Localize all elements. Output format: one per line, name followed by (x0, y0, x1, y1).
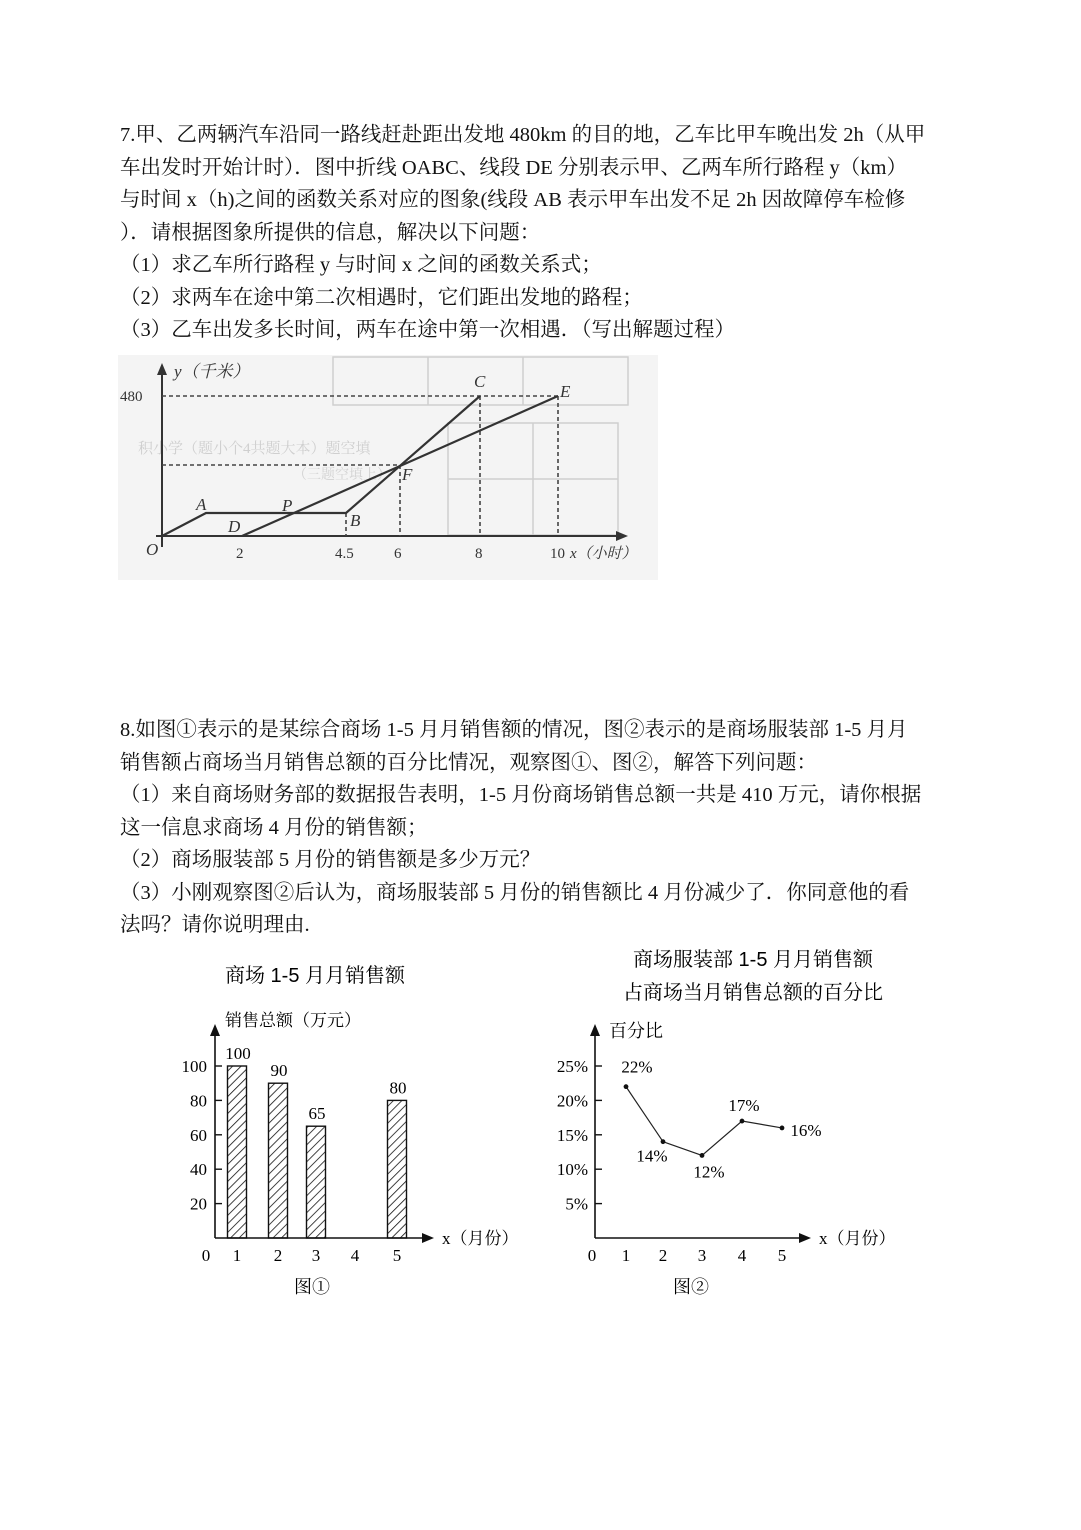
origin-label: O (146, 540, 159, 559)
q8-line: （3）小刚观察图②后认为，商场服装部 5 月份的销售额比 4 月份减少了．你同意他的看 (120, 881, 910, 904)
line-chart-title-line1: 商场服装部 1-5 月月销售额 (632, 949, 874, 971)
q7-line: 车出发时开始计时）．图中折线 OABC、线段 DE 分别表示甲、乙两车所行路程 y（km） (120, 156, 907, 179)
line-x-tick-label: 5 (777, 1246, 787, 1265)
q8-line: （1）来自商场财务部的数据报告表明，1-5 月份商场销售总额一共是 410 万元，请你根据 (120, 784, 922, 806)
bar-origin-label: 0 (201, 1246, 211, 1265)
line-value-label: 16% (790, 1120, 822, 1140)
x-axis-label: x（小时） (570, 546, 637, 562)
line-x-arrow-icon (799, 1233, 811, 1243)
background-bleed-text: （三题空填上） (293, 468, 391, 483)
q8-line: 这一信息求商场 4 月份的销售额； (120, 816, 428, 839)
x-tick-label: 6 (394, 546, 402, 562)
point-label-E: E (560, 382, 571, 401)
figure-1-caption: 图① (294, 1277, 330, 1297)
q7-line: （3）乙车出发多长时间，两车在途中第一次相遇．（写出解题过程） (120, 319, 735, 341)
bar-x-tick-label: 2 (273, 1246, 283, 1265)
q7-line: （2）求两车在途中第二次相遇时，它们距出发地的路程； (120, 286, 643, 309)
bar-x-tick-label: 5 (392, 1246, 402, 1265)
point-label-C: C (474, 372, 486, 391)
point-label-D: D (228, 517, 241, 536)
x-tick-label: 4.5 (335, 546, 354, 562)
line-y-tick-label: 5% (565, 1194, 588, 1214)
bar-month-3 (307, 1126, 326, 1238)
line-x-tick-label: 1 (621, 1246, 631, 1265)
bar-x-tick-label: 4 (350, 1246, 360, 1265)
q8-line: 法吗？请你说明理由. (120, 914, 310, 936)
distance-time-graph (118, 355, 658, 580)
point-label-A: A (196, 495, 207, 514)
question-7 (120, 119, 970, 347)
line-y-arrow-icon (590, 1024, 600, 1036)
line-y-tick-label: 25% (556, 1057, 588, 1076)
line-value-label: 22% (621, 1057, 653, 1077)
point-label-P: P (282, 496, 293, 515)
bar-y-tick-label: 60 (190, 1125, 207, 1145)
bar-x-tick-label: 1 (232, 1246, 242, 1265)
line-value-label: 17% (728, 1096, 760, 1116)
line-y-tick-label: 15% (556, 1125, 588, 1145)
q8-line: 销售额占商场当月销售总额的百分比情况，观察图①、图②，解答下列问题： (120, 751, 817, 774)
x-tick-label: 2 (236, 546, 244, 562)
line-point-month-4 (740, 1119, 745, 1124)
background-bleed-text: 积小学（题小个4共题大本）题空填 (138, 441, 371, 457)
bar-value-label: 65 (308, 1104, 326, 1124)
bar-y-tick-label: 40 (190, 1160, 207, 1180)
bar-y-arrow-icon (210, 1024, 220, 1036)
line-x-tick-label: 2 (658, 1246, 668, 1265)
line-point-month-1 (624, 1084, 629, 1089)
line-value-label: 14% (636, 1146, 668, 1166)
x-tick-label: 10 (550, 546, 565, 562)
bar-value-label: 80 (389, 1078, 407, 1098)
q7-line: ）．请根据图象所提供的信息，解决以下问题： (120, 221, 541, 244)
bar-chart-title: 商场 1-5 月月销售额 (224, 965, 406, 987)
bar-y-tick-label: 100 (181, 1057, 207, 1076)
question-8 (120, 714, 970, 942)
x-tick-label: 8 (475, 546, 483, 562)
y-axis-label: y（千米） (174, 362, 250, 381)
line-y-tick-label: 20% (556, 1091, 588, 1111)
line-y-tick-label: 10% (556, 1160, 588, 1180)
line-chart-xlabel: x（月份） (819, 1229, 896, 1248)
point-label-F: F (402, 465, 413, 484)
line-point-month-2 (661, 1139, 666, 1144)
y-tick-label: 480 (120, 389, 143, 405)
q7-line: 与时间 x（h)之间的函数关系对应的图象(线段 AB 表示甲车出发不足 2h 因故障停车检修 (120, 189, 906, 211)
point-label-B: B (350, 511, 361, 530)
q8-line: 8.如图①表示的是某综合商场 1-5 月月销售额的情况，图②表示的是商场服装部 1-5 月月 (120, 719, 908, 741)
line-origin-label: 0 (587, 1246, 597, 1265)
figure-2-caption: 图② (673, 1277, 709, 1297)
bar-value-label: 100 (225, 1044, 251, 1063)
bar-chart-ylabel: 销售总额（万元） (225, 1011, 361, 1030)
bar-chart-xlabel: x（月份） (442, 1229, 519, 1248)
q8-line: （2）商场服装部 5 月份的销售额是多少万元？ (120, 849, 541, 871)
line-point-month-5 (780, 1126, 785, 1131)
q7-line: （1）求乙车所行路程 y 与时间 x 之间的函数关系式； (120, 254, 602, 276)
line-x-tick-label: 3 (697, 1246, 707, 1265)
line-chart-title-line2: 占商场当月销售总额的百分比 (623, 982, 883, 1004)
bar-value-label: 90 (270, 1061, 288, 1081)
bar-month-5 (388, 1100, 407, 1238)
bar-y-tick-label: 80 (190, 1091, 207, 1111)
q7-line: 7.甲、乙两辆汽车沿同一路线赶赴距出发地 480km 的目的地，乙车比甲车晚出发 2h（从甲 (120, 124, 926, 146)
bar-month-1 (228, 1066, 247, 1238)
bar-month-2 (269, 1083, 288, 1238)
line-chart-ylabel: 百分比 (609, 1021, 663, 1041)
bar-y-tick-label: 20 (190, 1194, 207, 1214)
clothing-percentage-line-chart (545, 940, 925, 1310)
line-value-label: 12% (693, 1162, 725, 1182)
bar-x-tick-label: 3 (311, 1246, 321, 1265)
bar-x-arrow-icon (422, 1233, 434, 1243)
monthly-sales-bar-chart (170, 950, 540, 1310)
line-point-month-3 (700, 1153, 705, 1158)
line-x-tick-label: 4 (737, 1246, 747, 1265)
